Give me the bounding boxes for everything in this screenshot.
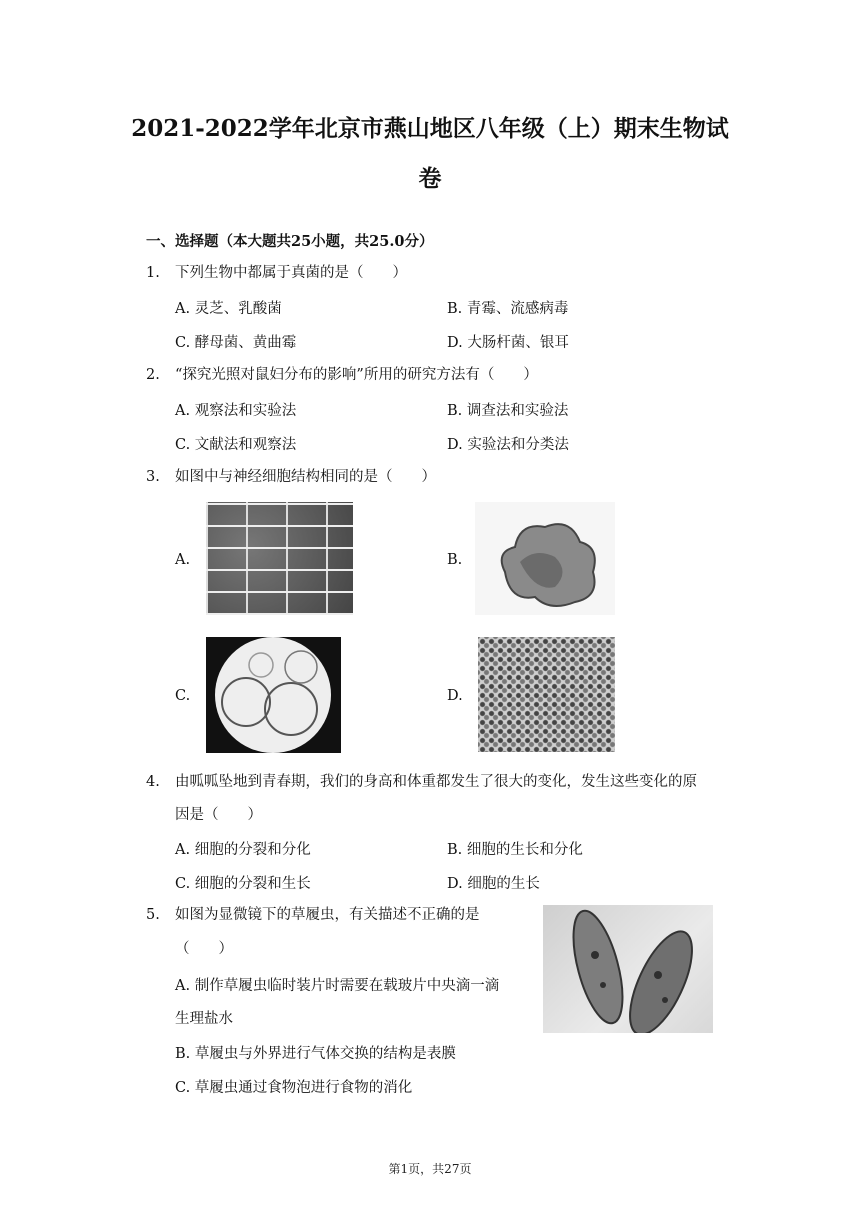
section-heading: 一、选择题（本大题共25小题，共25.0分） [146, 233, 434, 250]
title-line-2: 卷 [418, 165, 442, 192]
question-number: 1. [146, 265, 160, 281]
option-b: B. 调查法和实验法 [447, 403, 569, 419]
question-number: 2. [146, 367, 160, 383]
round-cells-drawing [206, 637, 341, 753]
option-a-continued: 生理盐水 [175, 1011, 233, 1027]
paramecium-drawing [543, 905, 713, 1033]
question-text-line-1: 如图为显微镜下的草履虫，有关描述不正确的是 [175, 907, 480, 923]
option-d: D. [447, 688, 463, 704]
option-c: C. 酵母菌、黄曲霉 [175, 335, 297, 351]
question-number: 5. [146, 907, 160, 923]
option-b: B. 青霉、流感病毒 [447, 301, 569, 317]
page-footer: 第1页，共27页 [388, 1162, 472, 1176]
question-text-line-2: （ ） [175, 941, 233, 957]
question-number: 3. [146, 469, 160, 485]
option-d: D. 细胞的生长 [447, 876, 540, 892]
question-text: 如图中与神经细胞结构相同的是（ ） [175, 469, 436, 485]
paramecium-microscope-image [543, 905, 713, 1033]
round-cells-image [206, 637, 341, 753]
option-c: C. 细胞的分裂和生长 [175, 876, 311, 892]
question-text: 下列生物中都属于真菌的是（ ） [175, 265, 407, 281]
option-b: B. 草履虫与外界进行气体交换的结构是表膜 [175, 1046, 456, 1062]
option-d: D. 实验法和分类法 [447, 437, 569, 453]
option-a: A. 细胞的分裂和分化 [175, 842, 311, 858]
question-text-line-1: 由呱呱坠地到青春期，我们的身高和体重都发生了很大的变化，发生这些变化的原 [175, 774, 697, 790]
option-a: A. 制作草履虫临时装片时需要在载玻片中央滴一滴 [175, 978, 500, 994]
question-text-line-2: 因是（ ） [175, 807, 262, 823]
cheek-cells-image [475, 502, 615, 615]
question-number: 4. [146, 774, 160, 790]
option-a: A. 灵芝、乳酸菌 [175, 301, 282, 317]
option-a: A. 观察法和实验法 [175, 403, 297, 419]
option-c: C. 文献法和观察法 [175, 437, 297, 453]
cheek-cells-drawing [475, 502, 615, 615]
option-b: B. [447, 552, 463, 568]
exam-title [120, 104, 740, 204]
onion-epidermis-cells-image [206, 502, 353, 615]
question-text: “探究光照对鼠妇分布的影响”所用的研究方法有（ ） [175, 367, 538, 383]
option-b: B. 细胞的生长和分化 [447, 842, 583, 858]
option-c: C. 草履虫通过食物泡进行食物的消化 [175, 1080, 413, 1096]
leaf-cells-image [478, 637, 615, 752]
option-c: C. [175, 688, 191, 704]
option-d: D. 大肠杆菌、银耳 [447, 335, 569, 351]
option-a: A. [175, 552, 191, 568]
title-line-1: 2021-2022学年北京市燕山地区八年级（上）期末生物试 [131, 115, 729, 142]
